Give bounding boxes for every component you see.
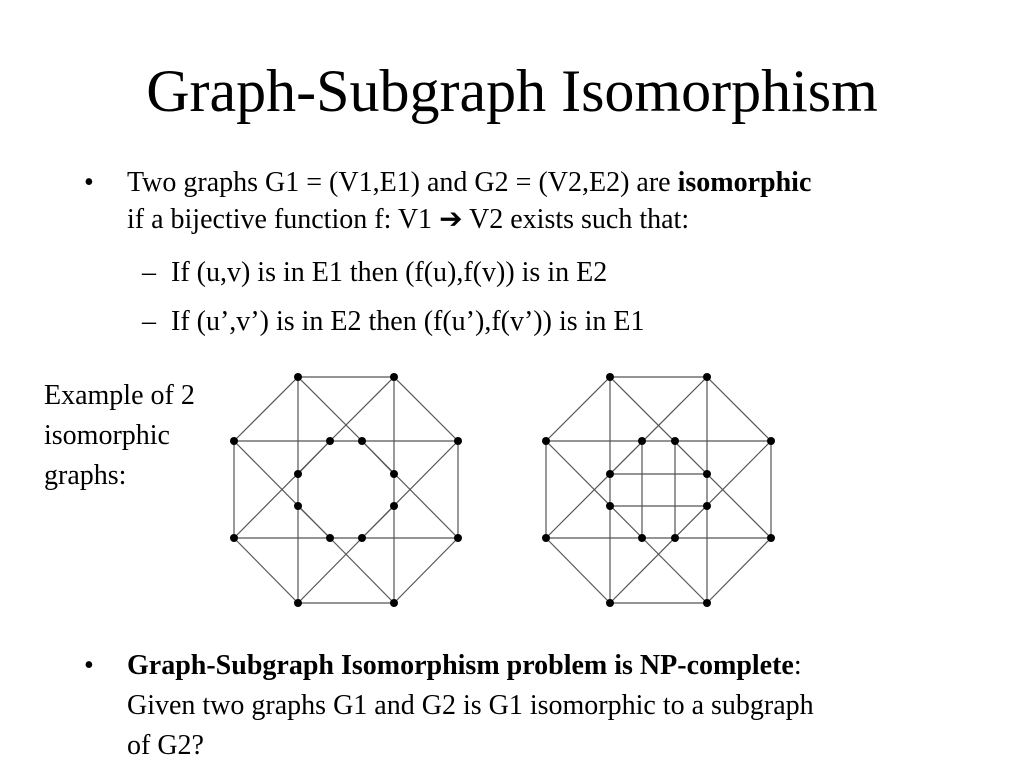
graph-node xyxy=(326,534,334,542)
graph-node xyxy=(703,373,711,381)
graph-node xyxy=(542,437,550,445)
definition-text-part: V2 exists such that: xyxy=(462,204,690,235)
graph-node xyxy=(767,534,775,542)
condition-2-text: If (u’,v’) is in E2 then (f(u’),f(v’)) is in E1 xyxy=(171,306,645,337)
dash-marker: – xyxy=(142,306,156,337)
graph-edge xyxy=(234,538,298,603)
np-complete-heading: Graph-Subgraph Isomorphism problem is NP-complete xyxy=(127,650,794,681)
graph-edge xyxy=(298,506,330,538)
graph-node xyxy=(671,437,679,445)
graph-edge xyxy=(298,377,362,441)
graph-right xyxy=(542,373,775,607)
graph-node xyxy=(294,599,302,607)
graph-edge xyxy=(362,441,394,474)
bullet-np-complete-text xyxy=(127,646,977,766)
np-line-3: of G2? xyxy=(127,730,204,761)
graph-node xyxy=(703,502,711,510)
isomorphic-term: isomorphic xyxy=(677,167,812,198)
caption-line-2: isomorphic xyxy=(44,420,170,451)
graph-node xyxy=(606,502,614,510)
graph-edge xyxy=(362,506,394,538)
graph-node xyxy=(390,470,398,478)
graph-node xyxy=(358,437,366,445)
graph-node xyxy=(606,373,614,381)
graph-node xyxy=(703,470,711,478)
graph-node xyxy=(671,534,679,542)
graph-node xyxy=(230,534,238,542)
definition-text-part: Two graphs G1 = (V1,E1) and G2 = (V2,E2) are xyxy=(127,167,678,198)
arrow-icon: ➔ xyxy=(439,204,463,235)
graph-edge xyxy=(330,377,394,441)
caption-line-1: Example of 2 xyxy=(44,380,195,411)
graph-node xyxy=(358,534,366,542)
graph-node xyxy=(390,599,398,607)
graph-edge xyxy=(610,441,771,603)
graph-edge xyxy=(546,538,610,603)
graph-node xyxy=(294,502,302,510)
graph-left xyxy=(230,373,462,607)
graph-node xyxy=(454,534,462,542)
condition-1-text: If (u,v) is in E1 then (f(u),f(v)) is in E2 xyxy=(171,257,608,288)
graph-edge xyxy=(546,377,610,441)
graph-node xyxy=(294,373,302,381)
graph-edge xyxy=(546,377,707,538)
graph-node xyxy=(767,437,775,445)
graph-node xyxy=(294,470,302,478)
graph-edge xyxy=(610,377,771,538)
bullet-marker: • xyxy=(84,167,94,198)
graph-edge xyxy=(394,538,458,603)
graph-edge xyxy=(394,377,458,441)
graph-node xyxy=(606,470,614,478)
graph-edge xyxy=(298,441,330,474)
graph-edge xyxy=(707,538,771,603)
graph-node xyxy=(638,437,646,445)
dash-marker: – xyxy=(142,257,156,288)
slide-title: Graph-Subgraph Isomorphism xyxy=(146,58,878,124)
graph-node xyxy=(606,599,614,607)
graph-node xyxy=(390,502,398,510)
graph-node xyxy=(326,437,334,445)
graph-node xyxy=(390,373,398,381)
graph-node xyxy=(230,437,238,445)
np-line-1 xyxy=(127,646,977,686)
colon: : xyxy=(793,650,802,681)
graph-node xyxy=(703,599,711,607)
definition-text-part: if a bijective function f: V1 xyxy=(127,204,440,235)
bullet-marker: • xyxy=(84,650,94,681)
graph-edge xyxy=(707,377,771,441)
np-line-2: Given two graphs G1 and G2 is G1 isomorphic to a subgraph xyxy=(127,690,814,721)
graph-edge xyxy=(330,538,394,603)
graph-edge xyxy=(546,441,707,603)
graph-edge xyxy=(298,538,362,603)
graph-node xyxy=(638,534,646,542)
graph-node xyxy=(542,534,550,542)
graph-edge xyxy=(234,377,298,441)
caption-line-3: graphs: xyxy=(44,460,127,491)
graph-node xyxy=(454,437,462,445)
